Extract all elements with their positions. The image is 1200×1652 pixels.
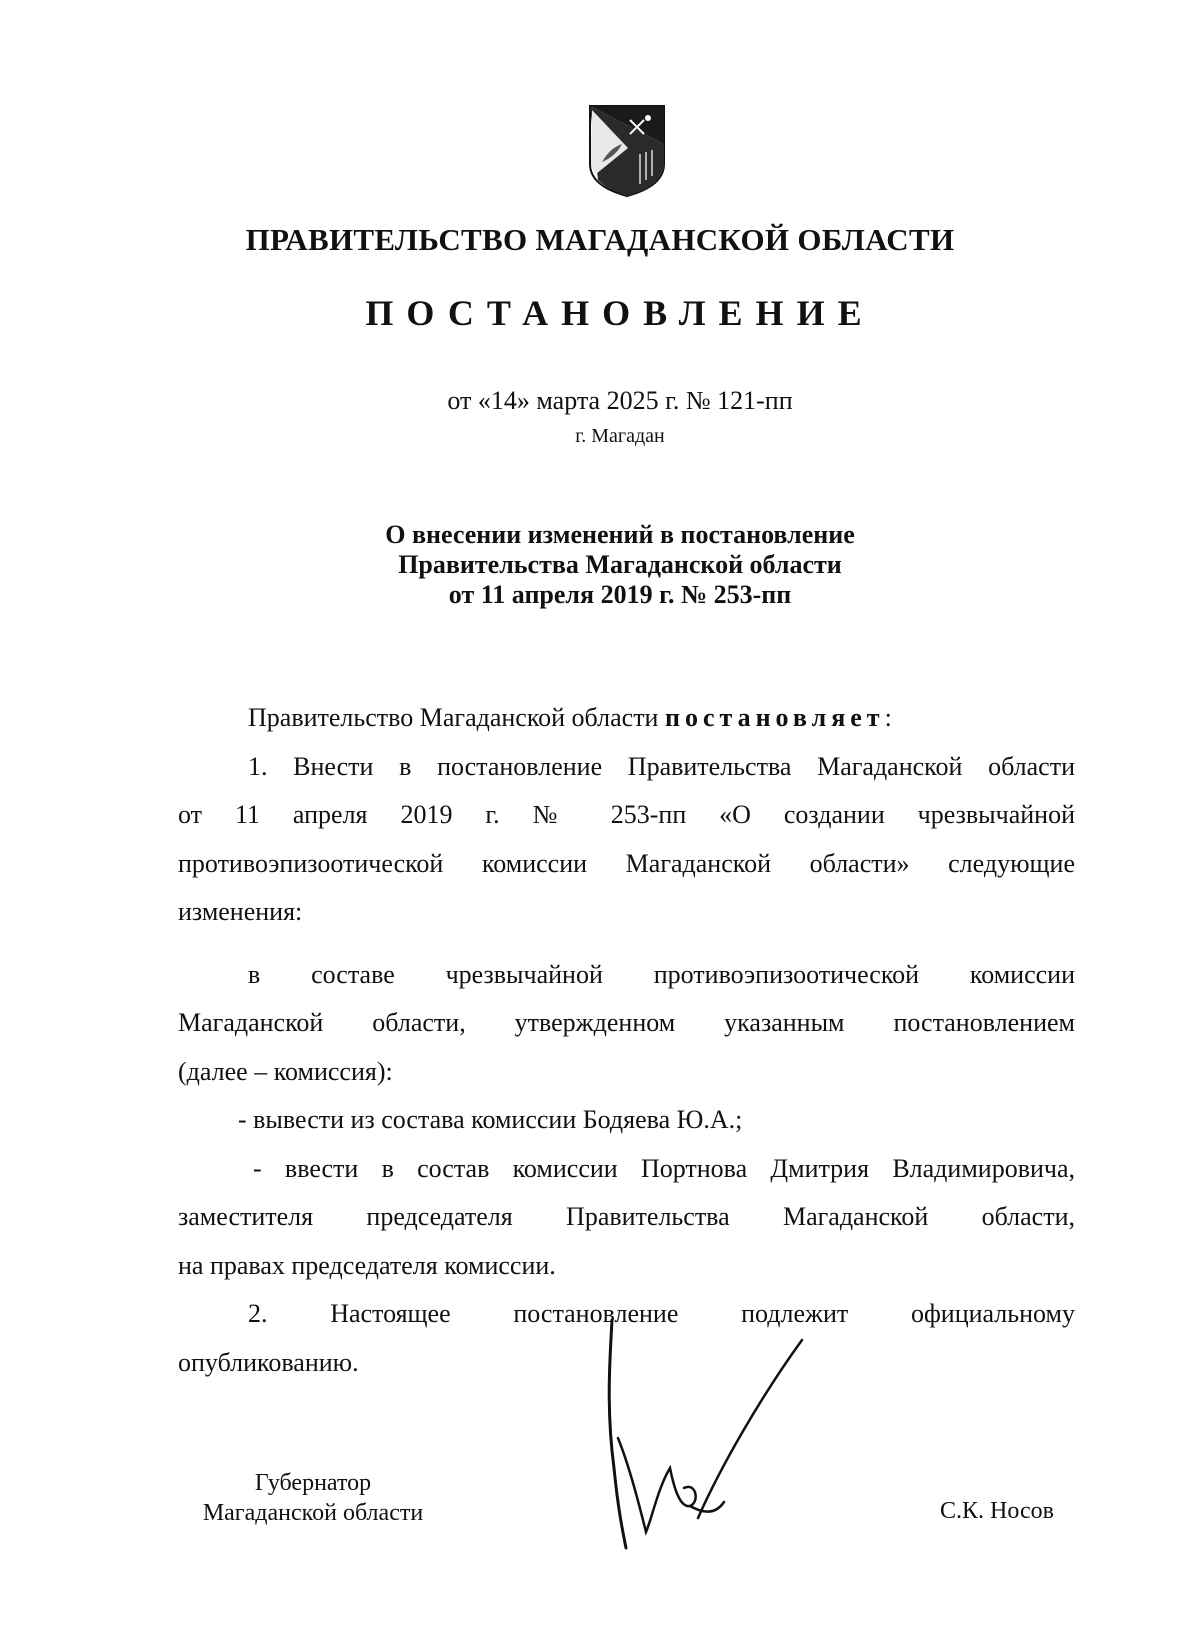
document-type: ПОСТАНОВЛЕНИЕ <box>365 293 875 333</box>
add-member-line: - ввести в состав комиссии Портнова Дмитрия Владимировича, <box>253 1153 1075 1183</box>
add-member-line: на правах председателя комиссии. <box>178 1250 556 1280</box>
item1-line: 1. Внести в постановление Правительства Магаданской области <box>248 751 1075 781</box>
signatory-title-line: Магаданской области <box>202 1500 424 1526</box>
sub-line: Магаданской области, утвержденном указанным постановлением <box>178 1008 1075 1037</box>
document-body <box>178 694 1075 1387</box>
handwritten-signature <box>600 1318 840 1558</box>
document-subject <box>0 520 1200 610</box>
add-member-line: заместителя председателя Правительства Магаданской области, <box>178 1202 1075 1231</box>
item1-line: противоэпизоотической комиссии Магаданской области» следующие <box>178 848 1075 878</box>
item2-line: 2. Настоящее постановление подлежит официальному <box>248 1299 1075 1328</box>
sub-line: (далее – комиссия): <box>178 1056 393 1086</box>
signatory-name: С.К. Носов <box>940 1498 1054 1524</box>
preamble <box>178 694 1075 743</box>
preamble-verb: постановляет <box>664 703 885 732</box>
government-title: ПРАВИТЕЛЬСТВО МАГАДАНСКОЙ ОБЛАСТИ <box>245 222 955 257</box>
sub-line: в составе чрезвычайной противоэпизоотической комиссии <box>248 959 1075 989</box>
item1-line: от 11 апреля 2019 г. № 253-пп «О создании чрезвычайной <box>178 800 1075 829</box>
place: г. Магадан <box>575 425 665 447</box>
subject-line: О внесении изменений в постановление <box>385 520 855 549</box>
item2-line: опубликованию. <box>178 1347 359 1377</box>
remove-member-line: - вывести из состава комиссии Бодяева Ю.А.; <box>238 1105 743 1134</box>
preamble-suffix: : <box>884 703 892 732</box>
subject-line: Правительства Магаданской области <box>398 550 842 579</box>
signatory-title <box>178 1468 448 1528</box>
item1-line: изменения: <box>178 897 303 926</box>
preamble-prefix: Правительство Магаданской области <box>248 703 665 732</box>
coat-of-arms-icon <box>588 104 666 198</box>
date-number: от «14» марта 2025 г. № 121-пп <box>447 386 793 415</box>
signatory-title-line: Губернатор <box>254 1470 372 1496</box>
subject-line: от 11 апреля 2019 г. № 253-пп <box>448 580 792 609</box>
